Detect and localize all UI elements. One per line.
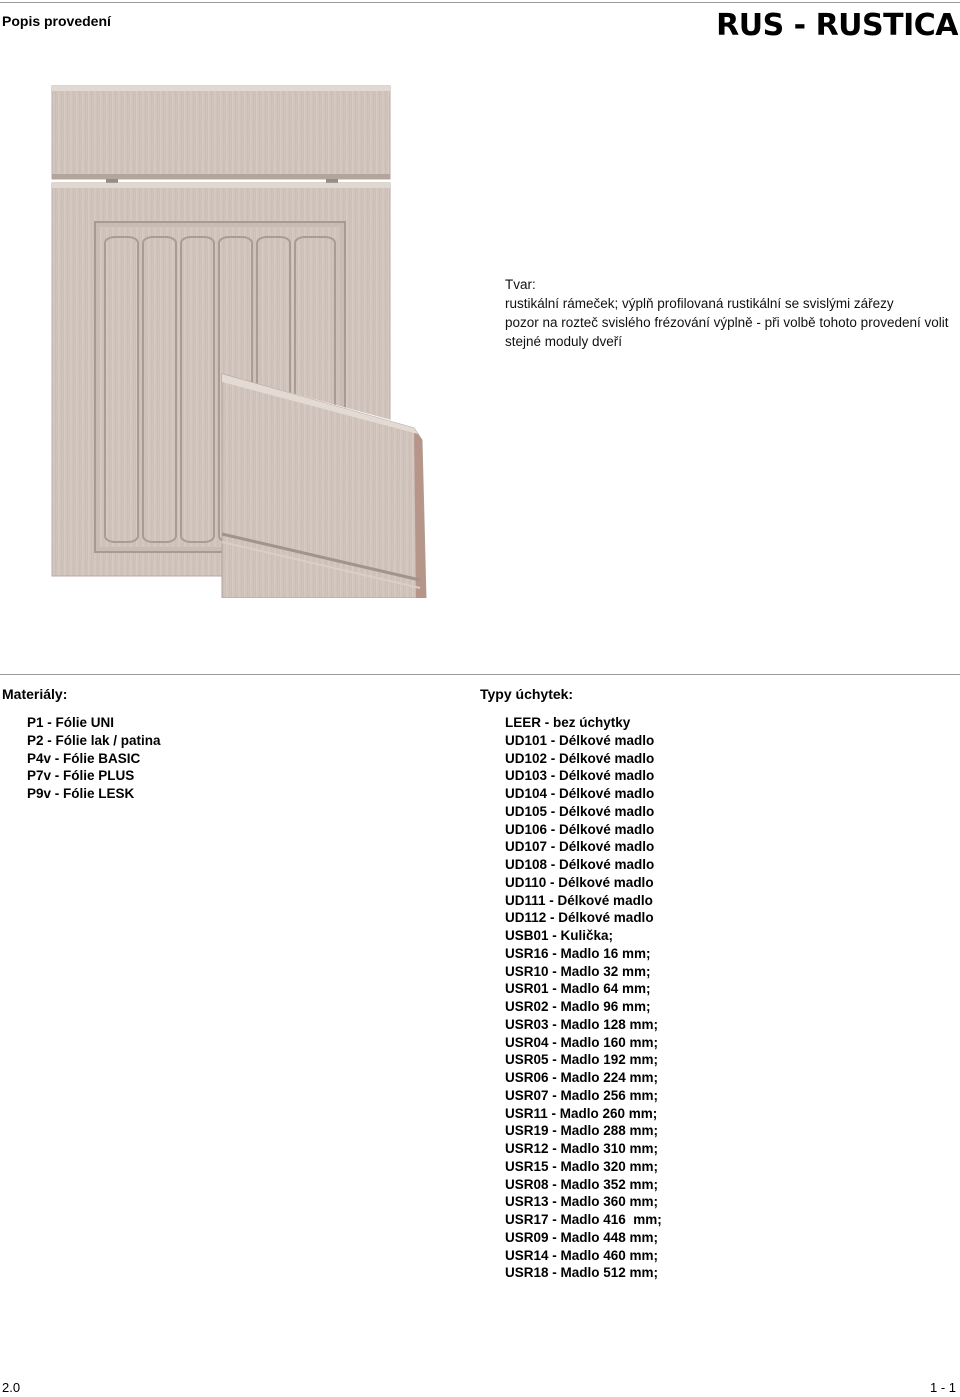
header-left-title: Popis provedení <box>2 13 111 29</box>
hinge-right <box>326 179 338 183</box>
description-label: Tvar: <box>505 277 536 292</box>
list-item: UD108 - Délkové madlo <box>505 857 655 872</box>
list-item: USR18 - Madlo 512 mm; <box>505 1265 659 1281</box>
list-item: USR17 - Madlo 416 mm; <box>505 1212 662 1227</box>
list-item: USR09 - Madlo 448 mm; <box>505 1229 659 1245</box>
section-rule <box>0 674 960 675</box>
list-item: P9v - Fólie LESK <box>27 786 135 801</box>
header-rule <box>0 2 960 3</box>
list-item: UD104 - Délkové madlo <box>505 786 655 801</box>
list-item: USR02 - Madlo 96 mm; <box>505 999 651 1014</box>
list-item: USR10 - Madlo 32 mm; <box>505 963 651 979</box>
list-item: P7v - Fólie PLUS <box>27 768 135 784</box>
list-item: UD105 - Délkové madlo <box>505 803 655 819</box>
list-item: P2 - Fólie lak / patina <box>27 732 161 748</box>
list-item: UD101 - Délkové madlo <box>505 732 655 748</box>
list-item: USR01 - Madlo 64 mm; <box>505 981 651 997</box>
list-item: UD106 - Délkové madlo <box>505 821 655 837</box>
list-item: USR11 - Madlo 260 mm; <box>505 1105 658 1121</box>
list-item: USR03 - Madlo 128 mm; <box>505 1016 659 1032</box>
list-item: UD110 - Délkové madlo <box>505 874 654 890</box>
list-item: UD107 - Délkové madlo <box>505 839 655 855</box>
list-item: P1 - Fólie UNI <box>27 715 115 730</box>
drawer-front <box>52 86 390 179</box>
handles-list <box>505 714 662 1282</box>
list-item: USR08 - Madlo 352 mm; <box>505 1176 659 1192</box>
list-item: LEER - bez úchytky <box>505 715 631 730</box>
list-item: USR13 - Madlo 360 mm; <box>505 1194 659 1210</box>
list-item: USR07 - Madlo 256 mm; <box>505 1087 659 1103</box>
list-item: USR16 - Madlo 16 mm; <box>505 945 651 961</box>
list-item: UD112 - Délkové madlo <box>505 910 654 926</box>
profile-detail-inset <box>222 374 428 598</box>
list-item: USB01 - Kulička; <box>505 928 614 943</box>
list-item: UD103 - Délkové madlo <box>505 768 655 784</box>
list-item: UD102 - Délkové madlo <box>505 750 655 766</box>
list-item: USR14 - Madlo 460 mm; <box>505 1247 659 1263</box>
list-item: USR12 - Madlo 310 mm; <box>505 1141 659 1156</box>
handles-title: Typy úchytek: <box>480 686 574 702</box>
list-item: USR15 - Madlo 320 mm; <box>505 1158 659 1174</box>
list-item: USR06 - Madlo 224 mm; <box>505 1070 659 1085</box>
door-front-photo <box>50 82 430 598</box>
footer-page-number: 1 - 1 <box>929 1380 956 1395</box>
footer-version: 2.0 <box>2 1380 21 1395</box>
list-item: UD111 - Délkové madlo <box>505 892 653 908</box>
hinge-left <box>106 179 118 183</box>
description-line: stejné moduly dveří <box>505 334 623 349</box>
list-item: USR05 - Madlo 192 mm; <box>505 1052 659 1068</box>
shape-description <box>505 275 949 351</box>
materials-title: Materiály: <box>2 686 68 702</box>
description-line: rustikální rámeček; výplň profilovaná rustikální se svislými zářezy <box>505 296 894 311</box>
list-item: USR04 - Madlo 160 mm; <box>505 1034 659 1050</box>
description-line: pozor na rozteč svislého frézování výplně - při volbě tohoto provedení volit <box>505 315 949 330</box>
header-product-title: RUS - RUSTICA <box>716 8 958 43</box>
list-item: P4v - Fólie BASIC <box>27 750 141 766</box>
list-item: USR19 - Madlo 288 mm; <box>505 1123 659 1139</box>
materials-list <box>27 714 161 803</box>
